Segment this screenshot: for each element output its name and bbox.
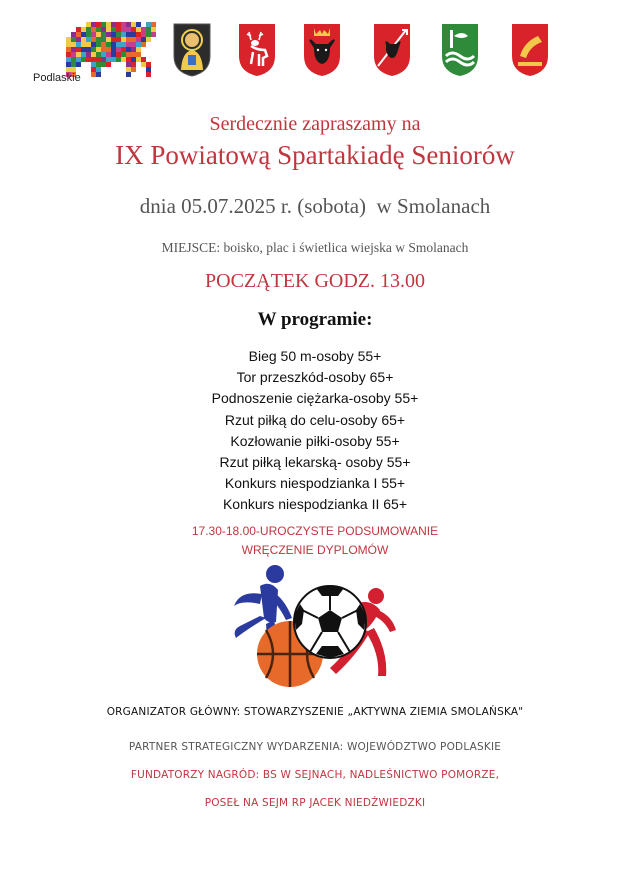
deer-crest-icon (237, 22, 277, 78)
program-list (0, 346, 630, 516)
event-place-line: MIEJSCE: boisko, plac i świetlica wiejska w Smolanach (161, 240, 469, 255)
organizer-line: ORGANIZATOR GŁÓWNY: STOWARZYSZENIE „AKTYWNA ZIEMIA SMOLAŃSKA" (106, 706, 524, 718)
arrow-bison-crest-icon (372, 22, 412, 78)
river-crest-icon (440, 22, 480, 78)
program-item: Rzut piłką lekarską- osoby 55+ (219, 453, 411, 470)
program-item: Podnoszenie ciężarka-osoby 55+ (211, 390, 419, 407)
program-item: Rzut piłką do celu-osoby 65+ (224, 411, 406, 428)
program-item: Tor przeszkód-osoby 65+ (236, 369, 394, 386)
soccer-ball-icon (294, 586, 366, 658)
sponsors-line: FUNDATORZY NAGRÓD: BS W SEJNACH, NADLEŚNICTWO POMORZE, (130, 769, 500, 781)
region-logo-label: Podlaskie (33, 72, 81, 84)
bison-crest-icon (302, 22, 342, 78)
program-heading: W programie: (257, 309, 373, 330)
partner-line: PARTNER STRATEGICZNY WYDARZENIA: WOJEWÓDZTWO PODLASKIE (128, 741, 502, 753)
invitation-line: Serdecznie zapraszamy na (209, 113, 421, 135)
sponsors-line-2: POSEŁ NA SEJM RP JACEK NIEDŹWIEDZKI (204, 797, 426, 809)
program-item: Konkurs niespodzianka II 65+ (222, 496, 408, 513)
saint-figure-crest-icon (172, 22, 212, 78)
sports-figures-graphic (220, 560, 410, 695)
ceremony-time-line: 17.30-18.00-UROCZYSTE PODSUMOWANIE (191, 524, 439, 538)
horn-crest-icon (510, 22, 550, 78)
program-item: Kozłowanie piłki-osoby 55+ (230, 432, 400, 449)
event-date-line: dnia 05.07.2025 r. (sobota) w Smolanach (139, 194, 491, 218)
diploma-line: WRĘCZENIE DYPLOMÓW (241, 543, 389, 557)
program-item: Konkurs niespodzianka I 55+ (224, 475, 406, 492)
program-item: Bieg 50 m-osoby 55+ (248, 348, 382, 364)
start-time-line: POCZĄTEK GODZ. 13.00 (205, 270, 425, 292)
event-title: IX Powiatową Spartakiadę Seniorów (115, 140, 515, 170)
